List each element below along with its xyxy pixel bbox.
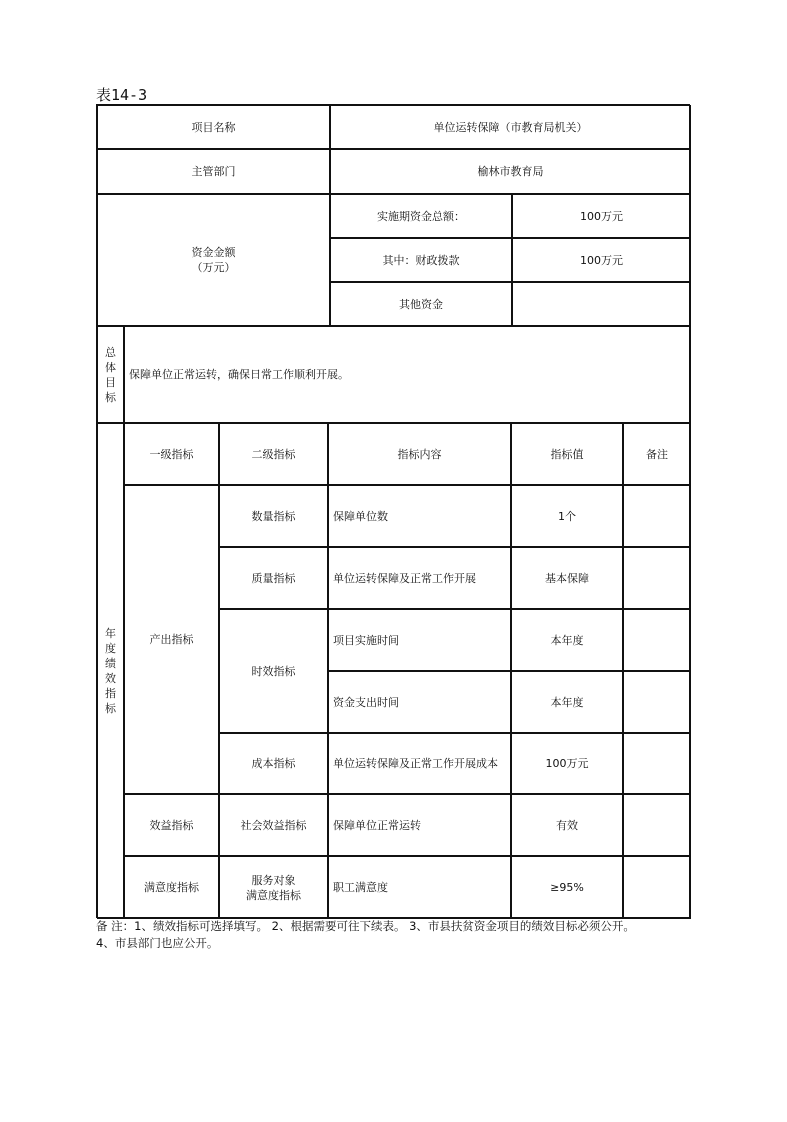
header-level2: 二级指标: [219, 423, 328, 485]
timeliness-indicator-label: 时效指标: [219, 609, 328, 733]
service-satisfaction-line1: 服务对象: [251, 873, 296, 887]
satisfaction-indicators-label: 满意度指标: [124, 856, 219, 919]
quantity-indicator-remark: [623, 485, 691, 547]
header-content: 指标内容: [328, 423, 511, 485]
header-remark: 备注: [623, 423, 691, 485]
funding-other-label: 其他资金: [330, 282, 512, 326]
department-label: 主管部门: [97, 149, 330, 194]
timeliness-indicator-value-2: 本年度: [511, 671, 623, 733]
funding-label-line1: 资金金额: [191, 246, 236, 259]
header-value: 指标值: [511, 423, 623, 485]
service-satisfaction-indicator-label: [219, 856, 328, 919]
timeliness-indicator-remark-1: [623, 609, 691, 671]
cost-indicator-value: 100万元: [511, 733, 623, 794]
satisfaction-indicator-value: ≥95%: [511, 856, 623, 919]
overall-goal-label: 总体目标: [97, 326, 124, 423]
timeliness-indicator-content-2: 资金支出时间: [328, 671, 511, 733]
service-satisfaction-line2: 满意度指标: [246, 888, 301, 902]
timeliness-indicator-content-1: 项目实施时间: [328, 609, 511, 671]
notes-line-2: 4、市县部门也应公开。: [96, 936, 219, 950]
output-indicators-label: 产出指标: [124, 485, 219, 794]
funding-fiscal-value: 100万元: [512, 238, 691, 282]
timeliness-indicator-value-1: 本年度: [511, 609, 623, 671]
social-benefit-indicator-remark: [623, 794, 691, 856]
funding-other-value: [512, 282, 691, 326]
funding-total-label: 实施期资金总额：: [330, 194, 512, 238]
quantity-indicator-label: 数量指标: [219, 485, 328, 547]
funding-total-value: 100万元: [512, 194, 691, 238]
table-notes: [96, 918, 696, 952]
quality-indicator-content: 单位运转保障及正常工作开展: [328, 547, 511, 609]
cost-indicator-label: 成本指标: [219, 733, 328, 794]
project-name-label: 项目名称: [97, 105, 330, 149]
funding-label: [97, 194, 330, 326]
timeliness-indicator-remark-2: [623, 671, 691, 733]
quality-indicator-label: 质量指标: [219, 547, 328, 609]
funding-label-line2: （万元）: [191, 261, 236, 274]
quantity-indicator-value: 1个: [511, 485, 623, 547]
department-value: 榆林市教育局: [330, 149, 691, 194]
annual-indicators-label: 年度绩效指标: [97, 423, 124, 919]
satisfaction-indicator-content: 职工满意度: [328, 856, 511, 919]
project-name-value: 单位运转保障（市教育局机关）: [330, 105, 691, 149]
social-benefit-indicator-content: 保障单位正常运转: [328, 794, 511, 856]
quality-indicator-value: 基本保障: [511, 547, 623, 609]
table-caption: 表14-3: [96, 86, 148, 104]
social-benefit-indicator-value: 有效: [511, 794, 623, 856]
cost-indicator-content: 单位运转保障及正常工作开展成本: [328, 733, 511, 794]
notes-line-1: 备 注：1、绩效指标可选择填写。 2、根据需要可往下续表。 3、市县扶贫资金项目的绩效目标必须公开。: [96, 919, 635, 933]
cost-indicator-remark: [623, 733, 691, 794]
quality-indicator-remark: [623, 547, 691, 609]
performance-goal-table: [96, 104, 690, 918]
funding-fiscal-label: 其中：财政拨款: [330, 238, 512, 282]
header-level1: 一级指标: [124, 423, 219, 485]
quantity-indicator-content: 保障单位数: [328, 485, 511, 547]
social-benefit-indicator-label: 社会效益指标: [219, 794, 328, 856]
overall-goal-text: 保障单位正常运转，确保日常工作顺利开展。: [124, 326, 691, 423]
benefit-indicators-label: 效益指标: [124, 794, 219, 856]
satisfaction-indicator-remark: [623, 856, 691, 919]
